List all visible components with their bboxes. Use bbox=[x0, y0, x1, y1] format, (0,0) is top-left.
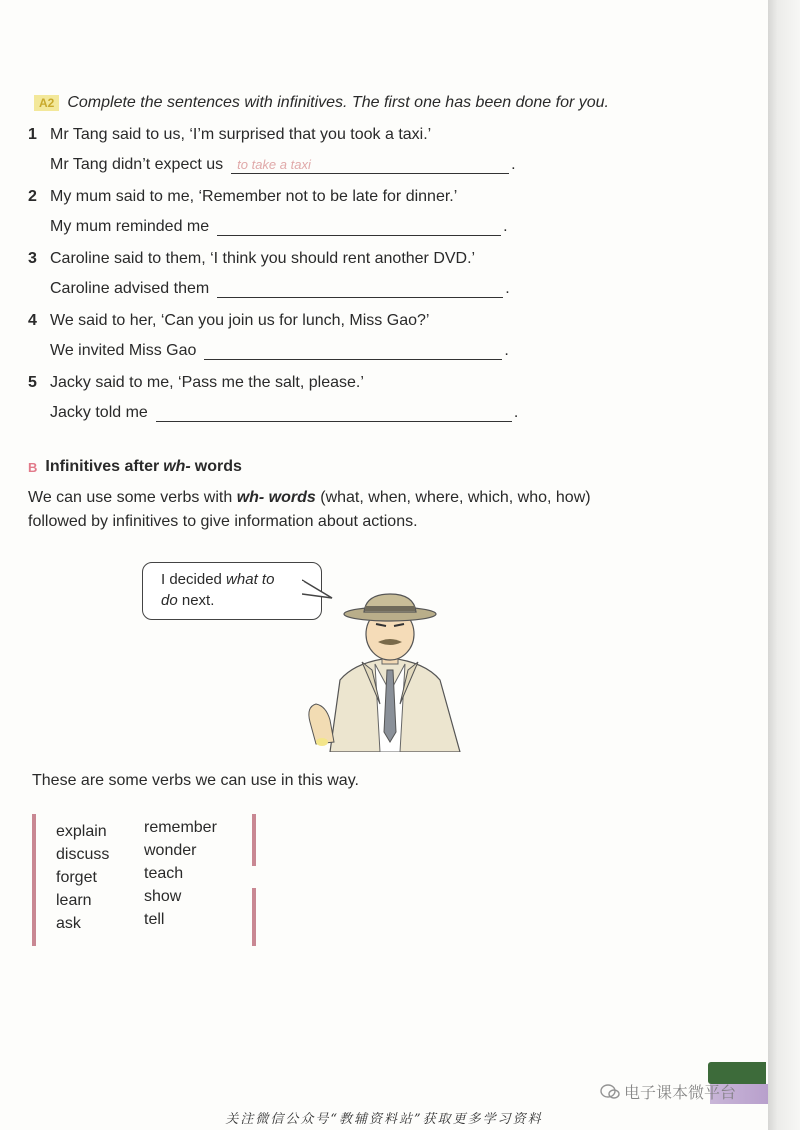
item-number: 3 bbox=[28, 250, 37, 267]
exercise-item bbox=[28, 126, 668, 188]
footer-note: 关注微信公众号“教辅资料站”获取更多学习资料 bbox=[225, 1112, 543, 1127]
item-prompt: Mr Tang said to us, ‘I’m surprised that you took a taxi.’ bbox=[50, 126, 432, 143]
verbs-right-column bbox=[144, 816, 217, 931]
exercise-item bbox=[28, 250, 668, 312]
heading-emphasis: wh- bbox=[163, 458, 191, 475]
bubble-emphasis: what to bbox=[226, 571, 275, 588]
box-bar-right-bottom bbox=[252, 888, 256, 946]
answer-blank[interactable] bbox=[204, 343, 502, 360]
answer-text: to take a taxi bbox=[237, 157, 311, 172]
section-b-body bbox=[28, 486, 648, 534]
verb-item: discuss bbox=[56, 846, 110, 863]
item-prompt: My mum said to me, ‘Remember not to be late for dinner.’ bbox=[50, 188, 458, 205]
verbs-intro: These are some verbs we can use in this way. bbox=[32, 772, 359, 789]
verb-item: wonder bbox=[144, 842, 197, 859]
body-text: We can use some verbs with bbox=[28, 489, 237, 506]
verb-box bbox=[32, 814, 264, 946]
verb-item: learn bbox=[56, 892, 92, 909]
verb-item: teach bbox=[144, 865, 184, 882]
wechat-icon bbox=[600, 1083, 620, 1101]
verbs-left-column bbox=[56, 820, 109, 935]
item-number: 1 bbox=[28, 126, 37, 143]
speech-bubble bbox=[142, 562, 322, 620]
answer-blank[interactable] bbox=[231, 157, 509, 174]
body-emphasis: wh- words bbox=[236, 489, 316, 506]
bubble-text-end: next. bbox=[177, 592, 215, 609]
item-prompt: We said to her, ‘Can you join us for lunch, Miss Gao?’ bbox=[50, 312, 430, 329]
heading-text-end: words bbox=[194, 458, 242, 475]
exercise-badge: A2 bbox=[34, 95, 59, 111]
answer-blank[interactable] bbox=[217, 219, 501, 236]
detective-illustration-icon bbox=[300, 592, 480, 752]
bubble-text: I decided bbox=[161, 571, 227, 588]
verb-item: forget bbox=[56, 869, 97, 886]
item-prompt: Jacky said to me, ‘Pass me the salt, please.’ bbox=[50, 374, 364, 391]
exercise-item bbox=[28, 374, 668, 436]
watermark-text: 电子课本微平台 bbox=[624, 1085, 737, 1102]
exercise-items bbox=[28, 126, 668, 436]
item-stem: Caroline advised them bbox=[50, 280, 210, 297]
answer-row: Caroline advised them . bbox=[50, 280, 510, 297]
section-b-heading bbox=[28, 458, 668, 476]
verb-item: remember bbox=[144, 819, 217, 836]
watermark bbox=[600, 1080, 736, 1103]
body-text-end: (what, when, where, which, who, how) followed by infinitives to give information about actions. bbox=[28, 489, 591, 530]
item-stem: Jacky told me bbox=[50, 404, 148, 421]
verb-item: tell bbox=[144, 911, 165, 928]
answer-row: My mum reminded me . bbox=[50, 218, 508, 235]
exercise-heading bbox=[34, 94, 668, 112]
verb-item: explain bbox=[56, 823, 107, 840]
item-stem: Mr Tang didn’t expect us bbox=[50, 156, 224, 173]
exercise-a bbox=[28, 94, 668, 436]
item-prompt: Caroline said to them, ‘I think you should rent another DVD.’ bbox=[50, 250, 476, 267]
page-edge bbox=[768, 0, 800, 1130]
item-number: 5 bbox=[28, 374, 37, 391]
heading-text: Infinitives after bbox=[45, 458, 160, 475]
answer-row: We invited Miss Gao . bbox=[50, 342, 509, 359]
answer-row: Mr Tang didn’t expect us to take a taxi . bbox=[50, 156, 516, 173]
answer-blank[interactable] bbox=[217, 281, 503, 298]
bubble-emphasis-2: do bbox=[161, 592, 178, 609]
box-bar-left bbox=[32, 814, 36, 946]
item-number: 2 bbox=[28, 188, 37, 205]
bubble-box bbox=[142, 562, 322, 620]
exercise-item bbox=[28, 312, 668, 374]
verb-item: show bbox=[144, 888, 182, 905]
exercise-instruction: Complete the sentences with infinitives. The first one has been done for you. bbox=[67, 94, 609, 111]
item-stem: My mum reminded me bbox=[50, 218, 210, 235]
answer-row: Jacky told me . bbox=[50, 404, 519, 421]
box-bar-right-top bbox=[252, 814, 256, 866]
item-number: 4 bbox=[28, 312, 37, 329]
section-b bbox=[28, 458, 668, 534]
verb-item: ask bbox=[56, 915, 81, 932]
answer-blank[interactable] bbox=[156, 405, 512, 422]
exercise-item bbox=[28, 188, 668, 250]
section-letter: B bbox=[28, 459, 38, 475]
item-stem: We invited Miss Gao bbox=[50, 342, 197, 359]
